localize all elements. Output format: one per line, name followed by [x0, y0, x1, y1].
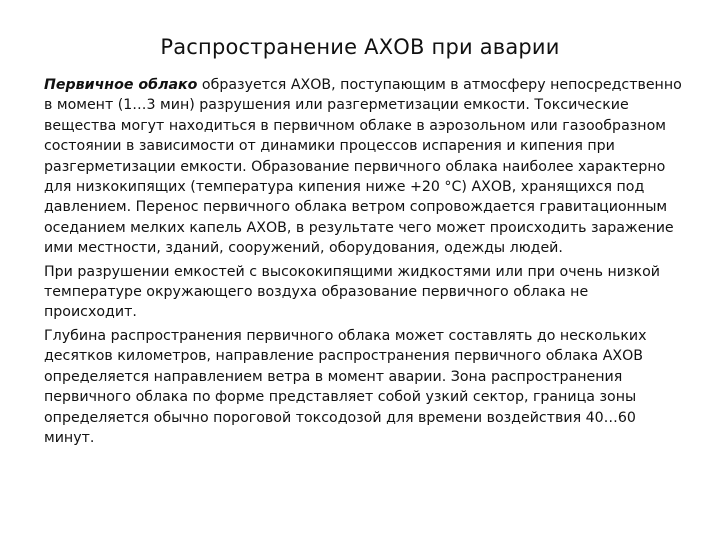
slide-body [44, 75, 682, 451]
paragraph-cloud-depth: Глубина распространения первичного облака может составлять до нескольких десятков километров, направление распространения первичного облака АХОВ определяется направлением ветра в момент аварии. Зона распространения первичного облака по форме представляет собой узкий сектор, граница зоны определяется обычно пороговой токсодозой для времени воздействия 40…60 минут. [44, 327, 647, 446]
paragraph-primary-cloud-text: образуется АХОВ, поступающим в атмосферу непосредственно в момент (1…3 мин) разрушения или разгерметизации емкости. Токсические вещества могут находиться в первичном облаке в аэрозольном или газообразном состоянии в зависимости от динамики процессов испарения и кипения при разгерметизации емкости. Образование первичного облака наиболее характерно для низкокипящих (температура кипения ниже +20 °С) АХОВ, хранящихся под давлением. Перенос первичного облака ветром сопровождается гравитационным оседанием мелких капель АХОВ, в результате чего может происходить заражение ими местности, зданий, сооружений, оборудования, одежды людей. [44, 77, 682, 257]
paragraph-primary-cloud [44, 75, 682, 259]
paragraph-high-boiling: При разрушении емкостей с высококипящими жидкостями или при очень низкой температуре окружающего воздуха образование первичного облака не происходит. [44, 263, 660, 321]
paragraph-lead-term: Первичное облако [44, 77, 198, 93]
slide-title: Распространение АХОВ при аварии [160, 35, 560, 59]
